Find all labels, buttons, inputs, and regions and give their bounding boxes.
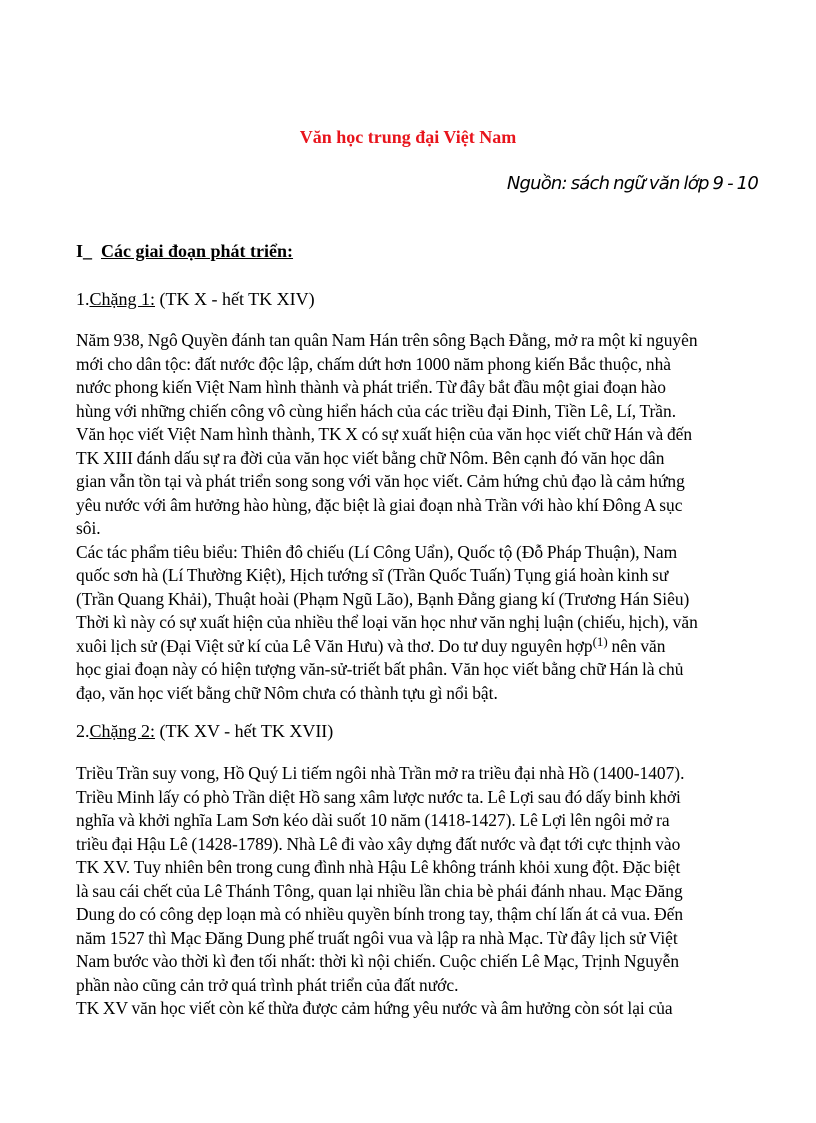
- section-prefix: I_: [76, 241, 93, 261]
- text-line: năm 1527 thì Mạc Đăng Dung phế truất ngôi vua và lập ra nhà Mạc. Từ đây lịch sử Việt: [76, 927, 678, 948]
- text-line: Triều Minh lấy có phò Trần diệt Hồ sang xâm lược nước ta. Lê Lợi sau đó dấy binh khởi: [76, 786, 681, 807]
- stage1-paragraph: [76, 329, 756, 705]
- text-line: Văn học viết Việt Nam hình thành, TK X có sự xuất hiện của văn học viết chữ Hán và đến: [76, 424, 693, 444]
- text-line: phần nào cũng cản trở quá trình phát triển của đất nước.: [76, 974, 459, 995]
- text-line: nghĩa và khởi nghĩa Lam Sơn kéo dài suốt 10 năm (1418-1427). Lê Lợi lên ngôi mở ra: [76, 810, 670, 830]
- text-line: TK XV văn học viết còn kế thừa được cảm hứng yêu nước và âm hưởng còn sót lại của: [76, 998, 673, 1018]
- document-title: Văn học trung đại Việt Nam: [299, 127, 517, 147]
- source-note: Nguồn: sách ngữ văn lớp 9 - 10: [506, 173, 758, 194]
- text-line: sôi.: [76, 518, 101, 538]
- stage1-range: (TK X - hết TK XIV): [155, 289, 315, 309]
- stage1-number: 1.: [76, 289, 90, 309]
- text-line: là sau cái chết của Lê Thánh Tông, quan lại nhiều lần chia bè phái đánh nhau. Mạc Đăng: [76, 880, 683, 901]
- text-line: Năm 938, Ngô Quyền đánh tan quân Nam Hán trên sông Bạch Đằng, mở ra một kỉ nguyên: [76, 330, 698, 350]
- text-line: Các tác phẩm tiêu biểu: Thiên đô chiếu (Lí Công Uẩn), Quốc tộ (Đỗ Pháp Thuận), Nam: [76, 541, 678, 562]
- text-segment: nên văn: [607, 635, 666, 656]
- text-line: mới cho dân tộc: đất nước độc lập, chấm dứt hơn 1000 năm phong kiến Bắc thuộc, nhà: [76, 353, 672, 374]
- section-heading: [76, 241, 293, 262]
- text-line-with-footnote: [76, 635, 756, 659]
- footnote-marker[interactable]: (1): [592, 633, 608, 649]
- stage2-range: (TK XV - hết TK XVII): [155, 721, 334, 741]
- text-line: Nam bước vào thời kì đen tối nhất: thời kì nội chiến. Cuộc chiến Lê Mạc, Trịnh Nguyễn: [76, 951, 680, 971]
- stage2-label: Chặng 2:: [89, 721, 155, 741]
- stage1-heading: [76, 289, 315, 310]
- text-line: TK XV. Tuy nhiên bên trong cung đình nhà Hậu Lê không tránh khỏi xung đột. Đặc biệt: [76, 857, 681, 877]
- stage1-label: Chặng 1:: [89, 289, 155, 309]
- text-line: học giai đoạn này có hiện tượng văn-sử-triết bất phân. Văn học viết bằng chữ Hán là chủ: [76, 659, 684, 679]
- text-line: quốc sơn hà (Lí Thường Kiệt), Hịch tướng sĩ (Trần Quốc Tuấn) Tụng giá hoàn kinh sư: [76, 565, 669, 585]
- text-line: gian vẫn tồn tại và phát triển song song với văn học viết. Cảm hứng chủ đạo là cảm hứng: [76, 471, 685, 491]
- text-segment: xuôi lịch sử (Đại Việt sử kí của Lê Văn Hưu) và thơ. Do tư duy nguyên hợp: [76, 635, 593, 656]
- text-line: TK XIII đánh dấu sự ra đời của văn học viết bằng chữ Nôm. Bên cạnh đó văn học dân: [76, 447, 665, 468]
- stage2-number: 2.: [76, 721, 90, 741]
- text-line: triều đại Hậu Lê (1428-1789). Nhà Lê đi vào xây dựng đất nước và đạt tới cực thịnh vào: [76, 833, 681, 854]
- text-line: Triều Trần suy vong, Hồ Quý Li tiếm ngôi nhà Trần mở ra triều đại nhà Hồ (1400-1407).: [76, 763, 685, 783]
- text-line: nước phong kiến Việt Nam hình thành và phát triển. Từ đây bắt đầu một giai đoạn hào: [76, 377, 666, 397]
- text-line: đạo, văn học viết bằng chữ Nôm chưa có thành tựu gì nổi bật.: [76, 682, 498, 703]
- section-label: Các giai đoạn phát triển:: [101, 241, 294, 261]
- text-line: Thời kì này có sự xuất hiện của nhiều thể loại văn học như văn nghị luận (chiếu, hịch), văn: [76, 612, 698, 632]
- text-line: yêu nước với âm hưởng hào hùng, đặc biệt là giai đoạn nhà Trần với hào khí Đông A sục: [76, 494, 683, 515]
- text-line: Dung do có công dẹp loạn mà có nhiều quyền bính trong tay, thậm chí lấn át cả vua. Đến: [76, 904, 684, 924]
- text-line: (Trần Quang Khải), Thuật hoài (Phạm Ngũ Lão), Bạnh Đằng giang kí (Trương Hán Siêu): [76, 588, 690, 609]
- stage2-heading: [76, 721, 333, 742]
- text-line: hùng với những chiến công vô cùng hiển hách của các triều đại Đinh, Tiền Lê, Lí, Trần.: [76, 400, 677, 421]
- stage2-paragraph: [76, 762, 756, 1021]
